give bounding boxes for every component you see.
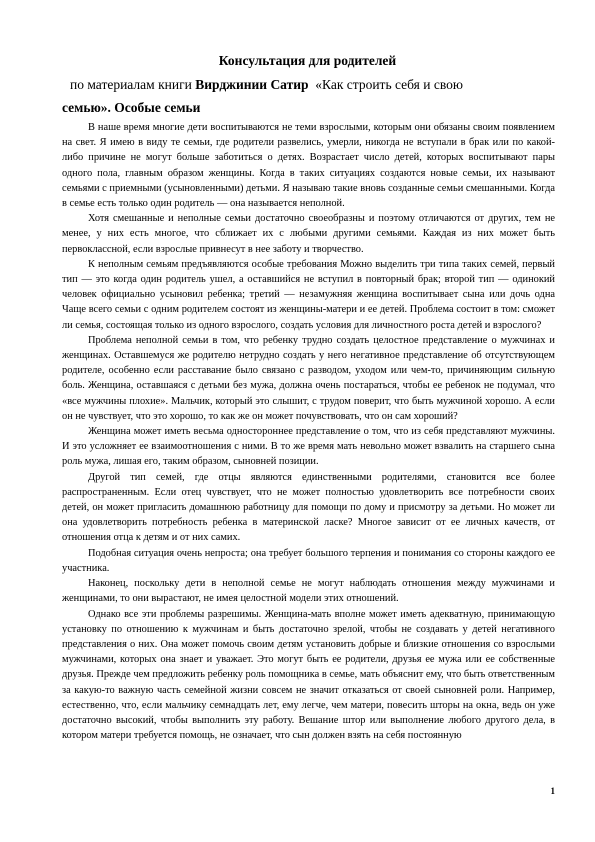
title-line-3: семью». Особые семьи xyxy=(62,100,201,115)
paragraph: Хотя смешанные и неполные семьи достаточно своеобразны и поэтому отличаются от других, тем не менее, у них есть многое, что сближает их с любыми другими семьями. Каждая из них может быть первоклассной, если взрослые привнесут в нее заботу и творчество. xyxy=(62,213,555,255)
paragraph: Другой тип семей, где отцы являются единственными родителями, становится все более распространенным. Если отец чувствует, что не может полностью удовлетворить все потребности своих детей, он может пригласить домашнюю работницу для помощи по дому и присмотру за детьми. Но может ли она удовлетворить потребность ребенка в материнской ласке? Многое зависит от ее личных качеств, от отношения отца к детям и от них самих. xyxy=(62,471,555,544)
paragraph: Наконец, поскольку дети в неполной семье не могут наблюдать отношения между мужчинами и женщинами, то они вырастают, не имея целостной модели этих отношений. xyxy=(62,578,555,605)
title-book: «Как строить себя и свою xyxy=(308,77,463,92)
title-line-1: Консультация для родителей xyxy=(218,53,397,68)
paragraph: К неполным семьям предъявляются особые требования Можно выделить три типа таких семей, первый тип — это когда один родитель ушел, а оставшийся не вступил в повторный брак; второй тип — одинокий человек официально усыновил ребенка; третий — незамужняя женщина воспитывает сына или дочь одна Чаще всего семьи с одним родителем состоят из женщины-матери и ее детей. Проблема состоит в том: сможет ли семья, состоящая только из одного взрослого, создать условия для личностного роста детей и взрослого? xyxy=(62,258,555,331)
paragraph: Однако все эти проблемы разрешимы. Женщина-мать вполне может иметь адекватную, принимающую установку по отношению к мужчинам и быть достаточно зрелой, чтобы не создавать у детей негативного представления о них. Она может помочь своим детям установить добрые и близкие отношения со взрослыми мужчинами, которых она знает и уважает. Это могут быть ее родители, друзья ее мужа или ее собственные друзья. Прежде чем предложить ребенку роль помощника в семье, мать объяснит ему, что быть ответственным за какую-то важную часть семейной жизни совсем не значит отказаться от своей сыновней роли. Например, естественно, что, если мальчику семнадцать лет, ему легче, чем матери, повесить шторы на окна, ведь он уже достаточно высокий, чтобы выполнить эту работу. Вешание штор или выполнение любого другого дела, в котором матери требуется помощь, не означает, что сын должен взять на себя постоянную xyxy=(62,608,555,742)
page-number: 1 xyxy=(550,786,555,796)
title-author: Вирджинии Сатир xyxy=(195,77,309,92)
body-text xyxy=(62,120,555,743)
title-block xyxy=(0,53,595,115)
title-line-2 xyxy=(70,77,570,93)
paragraph: Женщина может иметь весьма одностороннее представление о том, что из себя представляют мужчины. И это усложняет ее взаимоотношения с ними. В то же время мать невольно может взвалить на старшего сына роль мужа, лишая его, таким образом, сыновней позиции. xyxy=(62,426,555,468)
paragraph: Подобная ситуация очень непроста; она требует большого терпения и понимания со стороны каждого ее участника. xyxy=(62,547,555,574)
paragraph: Проблема неполной семьи в том, что ребенку трудно создать целостное представление о мужчинах и женщинах. Оставшемуся же родителю нетрудно создать у него негативное представление об отсутствующем родителе, особенно если расставание было связано с разводом, уходом или чем-то, причиняющим сильную боль. Женщина, оставшаяся с детьми без мужа, должна очень постараться, чтобы ее ребенок не подумал, что «все мужчины плохие». Мальчик, который это слышит, с трудом поверит, что быть мужчиной хорошо. А если он не чувствует, что это хорошо, то как же он может почувствовать, что он сам хороший? xyxy=(62,334,555,422)
title-prefix: по материалам книги xyxy=(70,77,196,92)
paragraph: В наше время многие дети воспитываются не теми взрослыми, которым они обязаны своим появлением на свет. Я имею в виду те семьи, где родители развелись, умерли, никогда не вступали в брак или по какой-либо причине не могут больше заботиться о детях. Возрастает число детей, которых воспитывают пары одного пола, главным образом женщины. Когда в таких ситуациях создаются новые семьи, их называют семьями с приемными (усыновленными) детьми. Я называю такие вновь созданные семьи смешанными. Когда в семье есть только один родитель — она называется неполной. xyxy=(62,122,555,210)
